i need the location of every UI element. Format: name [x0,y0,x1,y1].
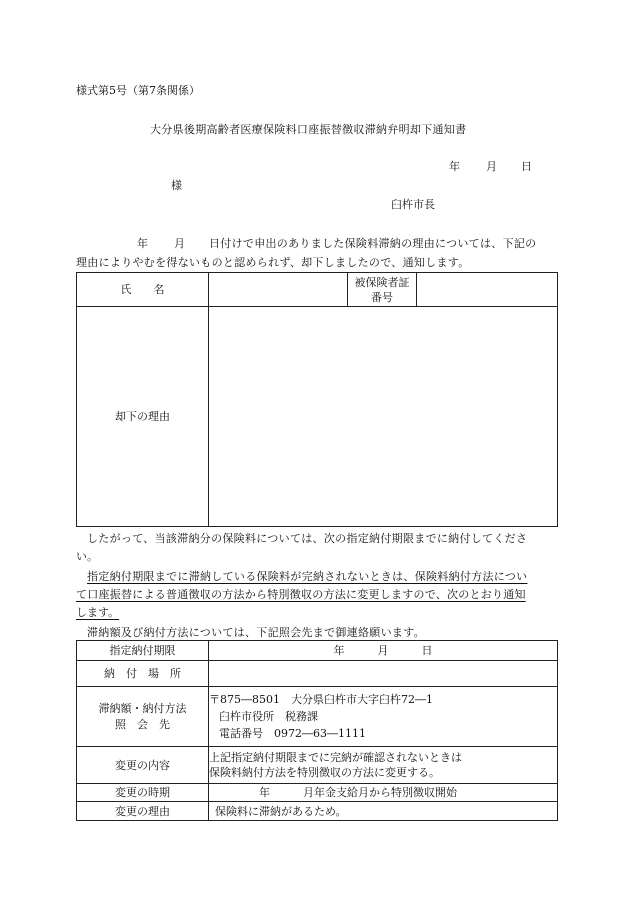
reason-value [209,307,558,527]
due-date-value: 年 月 日 [209,641,558,661]
change-content-line-1: 上記指定納付期限までに完納が確認されないときは [209,751,462,764]
payment-place-value [209,661,558,687]
contact-value [209,687,558,747]
payment-place-label: 納 付 場 所 [77,661,209,687]
sender-name: 臼杵市長 [391,198,435,211]
payment-notice-line-2: い。 [76,550,98,563]
addressee-suffix: 様 [171,179,182,192]
method-change-line-3: します。 [76,606,120,619]
date-month: 月 [486,160,497,173]
form-number: 様式第5号（第7条関係） [76,84,200,97]
contact-label-line-1: 滞納額・納付方法 [98,701,187,715]
document-title: 大分県後期高齢者医療保険料口座振替徴収滞納弁明却下通知書 [150,123,467,136]
payment-notice-line-1: したがって、当該滞納分の保険料については、次の指定納付期限までに納付してくださ [87,532,528,545]
change-content-label: 変更の内容 [77,747,209,784]
name-value [209,273,348,307]
reason-label: 却下の理由 [77,307,209,527]
contact-note: 滞納額及び納付方法については、下記照会先まで御連絡願います。 [87,626,425,639]
intro-text-2: 理由によりやむを得ないものと認められず、却下しましたので、通知します。 [76,256,470,269]
change-content-value [209,747,558,784]
insured-number-value [417,273,558,307]
change-timing-label: 変更の時期 [77,784,209,802]
payment-table [76,640,558,821]
insured-number-label-line-2: 番号 [371,290,393,304]
contact-address: 〒875―8501 大分県臼杵市大字臼杵72―1 [209,693,433,706]
insured-number-label-line-1: 被保険者証 [354,275,410,289]
change-reason-label: 変更の理由 [77,802,209,821]
intro-year: 年 [137,237,148,250]
change-content-line-2: 保険料納付方法を特別徴収の方法に変更する。 [209,766,440,779]
date-year: 年 [449,160,460,173]
contact-label [77,687,209,747]
contact-office: 臼杵市役所 税務課 [219,710,318,723]
change-timing-value: 年 月年金支給月から特別徴収開始 [209,784,558,802]
intro-month: 月 [174,237,185,250]
insured-number-label [348,273,417,307]
name-label: 氏 名 [77,273,209,307]
due-date-label: 指定納付期限 [77,641,209,661]
method-change-line-2: て口座振替による普通徴収の方法から特別徴収の方法に変更しますので、次のとおり通知 [76,588,526,601]
date-day: 日 [521,160,532,173]
change-reason-value: 保険料に滞納があるため。 [209,802,558,821]
method-change-line-1: 指定納付期限までに滞納している保険料が完納されないときは、保険料納付方法につい [87,570,528,583]
contact-label-line-2: 照 会 先 [115,717,170,731]
notice-table [76,272,558,527]
contact-phone: 電話番号 0972―63―1111 [219,727,366,740]
intro-text: 日付けで申出のありました保険料滞納の理由については、下記の [209,237,537,250]
